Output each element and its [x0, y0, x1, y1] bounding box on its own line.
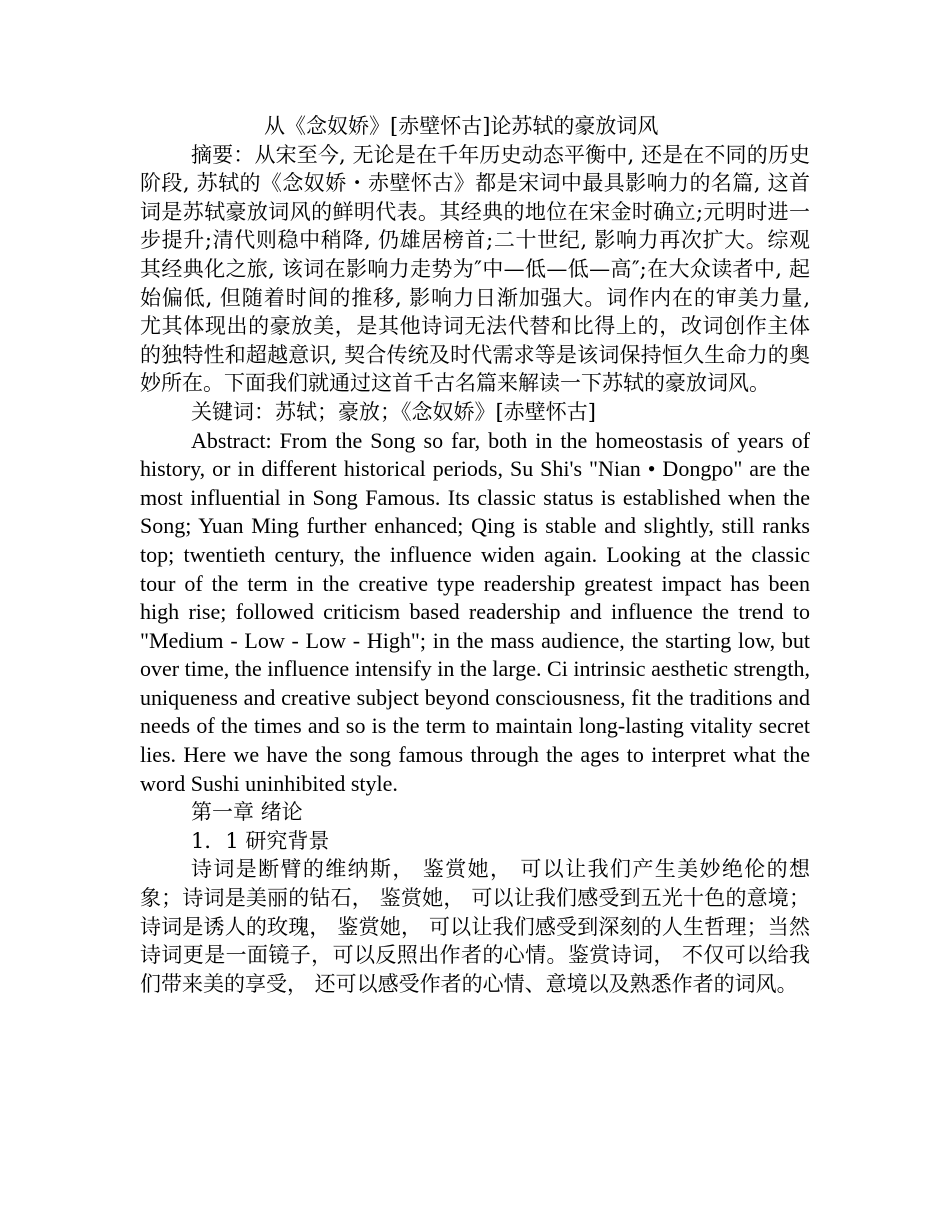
section-body: 诗词是断臂的维纳斯， 鉴赏她， 可以让我们产生美妙绝伦的想象；诗词是美丽的钻石， 鉴赏她， 可以让我们感受到五光十色的意境；诗词是诱人的玫瑰， 鉴赏她， 可以让我们感受到深刻的人生哲理；当然诗词更是一面镜子，可以反照出作者的心情。鉴赏诗词， 不仅可以给我们带来美的享受， 还可以感受作者的心情、意境以及熟悉作者的词风。	[140, 857, 810, 996]
abstract-chinese: 摘要：从宋至今, 无论是在千年历史动态平衡中, 还是在不同的历史阶段, 苏轼的《念奴娇・赤壁怀古》都是宋词中最具影响力的名篇, 这首词是苏轼豪放词风的鲜明代表。其经典的地位在宋金时确立;元明时进一步提升;清代则稳中稍降, 仍雄居榜首;二十世纪, 影响力再次扩大。综观其经典化之旅, 该词在影响力走势为″中—低—低—高″;在大众读者中, 起始偏低, 但随着时间的推移, 影响力日渐加强大。词作内在的审美力量, 尤其体现出的豪放美，是其他诗词无法代替和比得上的，改词创作主体的独特性和超越意识, 契合传统及时代需求等是该词保持恒久生命力的奥妙所在。下面我们就通过这首千古名篇来解读一下苏轼的豪放词风。	[140, 142, 810, 396]
section-heading: 1．1 研究背景	[191, 828, 330, 853]
document-page	[140, 112, 810, 998]
chapter-heading: 第一章 绪论	[191, 800, 303, 825]
keywords-chinese: 关键词：苏轼；豪放；《念奴娇》[赤壁怀古]	[191, 399, 596, 424]
abstract-english: Abstract: From the Song so far, both in the homeostasis of years of history, or in different historical periods, Su Shi's "Nian • Dongpo" are the most influential in Song Famous. Its classic status is established when the Song; Yuan Ming further enhanced; Qing is stable and slightly, still ranks top; twentieth century, the influence widen again. Looking at the classic tour of the term in the creative type readership greatest impact has been high rise; followed criticism based readership and influence the trend to "Medium - Low - Low - High"; in the mass audience, the starting low, but over time, the influence intensify in the large. Ci intrinsic aesthetic strength, uniqueness and creative subject beyond consciousness, fit the traditions and needs of the times and so is the term to maintain long-lasting vitality secret lies. Here we have the song famous through the ages to interpret what the word Sushi uninhibited style.	[140, 427, 810, 796]
document-title: 从《念奴娇》[赤壁怀古]论苏轼的豪放词风	[264, 114, 659, 138]
